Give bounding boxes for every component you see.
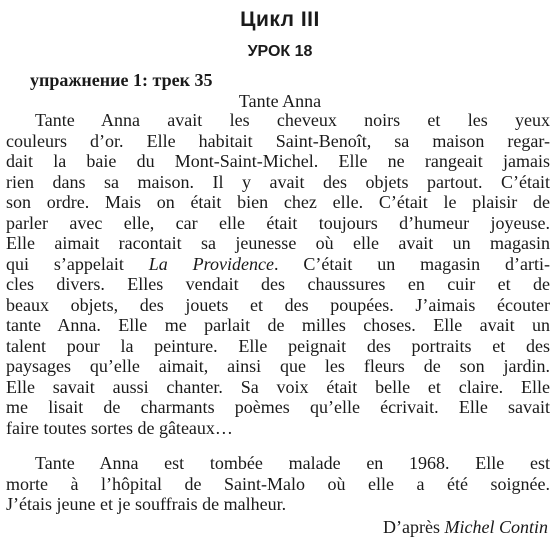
- text-line: parler avec elle, car elle était toujours d’humeur joyeuse.: [6, 212, 550, 233]
- text-line: me lisait de charmants poèmes qu’elle écrivait. Elle savait: [6, 397, 550, 417]
- text-line: morte à l’hôpital de Saint-Malo où elle a été soignée.: [6, 473, 550, 494]
- text-line: Tante Anna est tombée malade en 1968. Elle est: [35, 453, 550, 473]
- text-line: rien dans sa maison. Il y avait des objets partout. C’était: [6, 171, 550, 192]
- text-line: couleurs d’or. Elle habitait Saint-Benoît, sa maison regar-: [6, 130, 550, 151]
- cycle-title: Цикл III: [240, 8, 320, 31]
- text-segment: . C’était un magasin d’arti-: [273, 253, 550, 274]
- text-line: paysages qu’elle aimait, ainsi que les fleurs de son jardin.: [6, 356, 550, 376]
- text-line: Tante Anna avait les cheveux noirs et les yeux: [35, 110, 550, 130]
- story-paragraph-1: [6, 110, 550, 438]
- text-line: dait la baie du Mont-Saint-Michel. Elle ne rangeait jamais: [6, 151, 550, 171]
- text-line: beaux objets, des jouets et des poupées. J’aimais écouter: [6, 294, 550, 315]
- attribution-prefix: D’après: [383, 517, 445, 537]
- attribution: [383, 517, 548, 538]
- text-line: Elle aimait racontait sa jeunesse où elle avait un magasin: [6, 233, 550, 253]
- lesson-title: УРОК 18: [247, 43, 313, 60]
- story-paragraph-2: [6, 453, 550, 515]
- exercise-label: упражнение 1: трек 35: [30, 70, 213, 90]
- text-line: talent pour la peinture. Elle peignait des portraits et des: [6, 335, 550, 356]
- story-title: Tante Anna: [238, 91, 322, 111]
- text-line: [6, 254, 550, 275]
- text-line: cles divers. Elles vendait des chaussures en cuir et de: [6, 274, 550, 294]
- store-name: La Providence: [148, 253, 274, 274]
- text-line: faire toutes sortes de gâteaux…: [6, 417, 233, 438]
- text-line: son ordre. Mais on était bien chez elle. C’était le plaisir de: [6, 192, 550, 212]
- text-line: J’étais jeune et je souffrais de malheur.: [6, 494, 287, 514]
- text-line: tante Anna. Elle me parlait de milles choses. Elle avait un: [6, 315, 550, 335]
- text-line: Elle savait aussi chanter. Sa voix était belle et claire. Elle: [6, 376, 550, 397]
- author-name: Michel Contin: [444, 517, 548, 537]
- text-segment: qui s’appelait: [6, 253, 149, 274]
